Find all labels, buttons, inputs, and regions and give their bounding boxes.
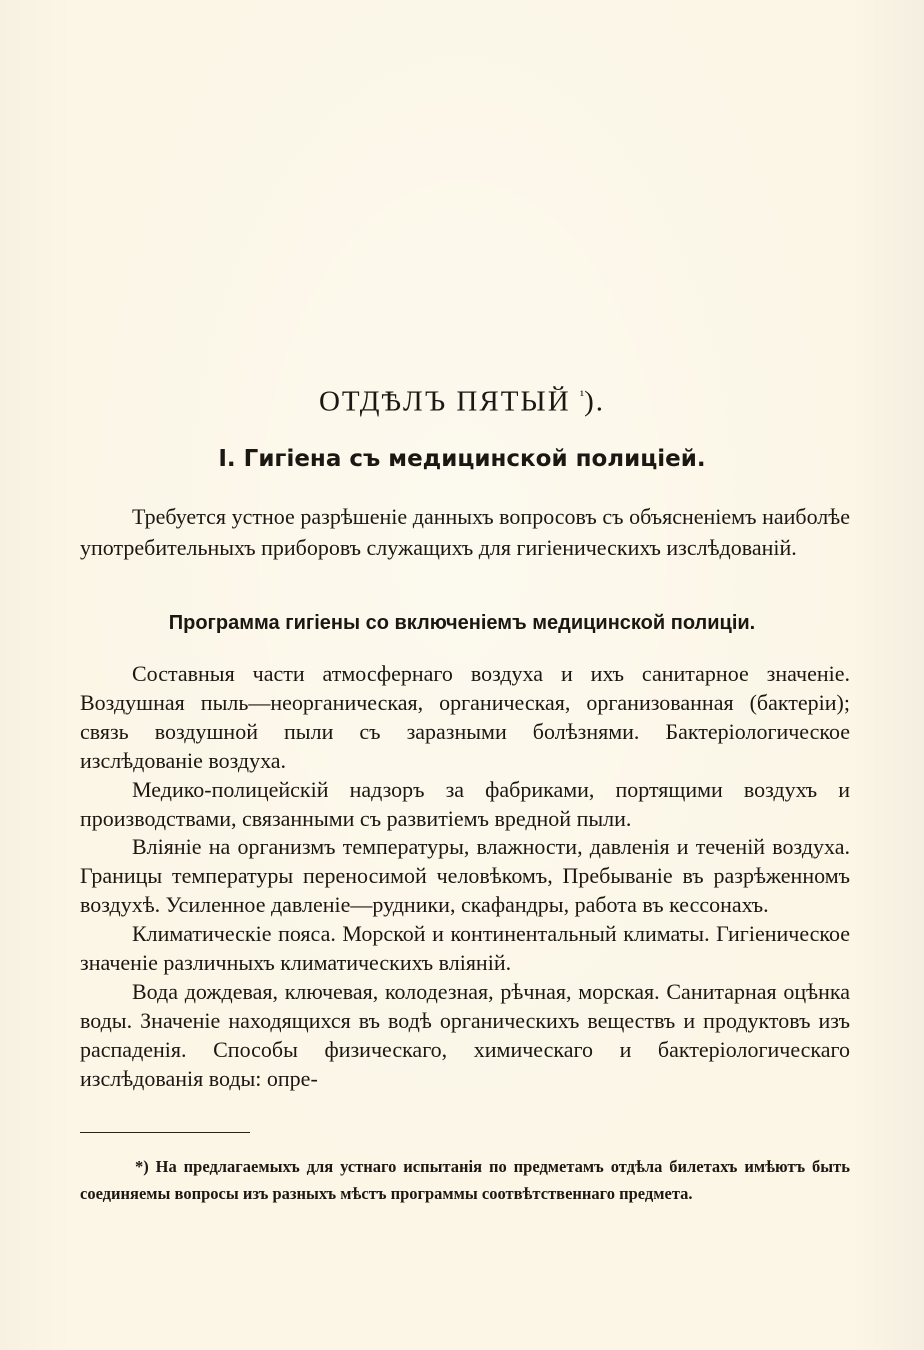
footnote-divider <box>80 1132 250 1133</box>
body-paragraph: Влiянiе на организмъ температуры, влажности, давленiя и теченiй воздуха. Границы температуры переносимой человѣкомъ, Пребыванiе въ разрѣженномъ воздухѣ. Усиленное давленiе—рудники, скафандры, работа въ кессонахъ. <box>80 834 850 918</box>
body-paragraph: Вода дождевая, ключевая, колодезная, рѣчная, морская. Санитарная оцѣнка воды. Значенiе находящихся въ водѣ органическихъ веществъ и продуктовъ изъ распаденiя. Способы физическаго, химическаго и бактерiологическаго изслѣдованiя воды: опре- <box>80 978 850 1091</box>
program-body <box>80 660 850 1094</box>
body-paragraph: Климатическiе пояса. Морской и континентальный климаты. Гигiеническое значенiе различныхъ климатическихъ влiянiй. <box>80 921 850 976</box>
intro-paragraph: Требуется устное разрѣшенiе данныхъ вопросовъ съ объясненiемъ наиболѣе употребительныхъ приборовъ служащихъ для гигiеническихъ изслѣдованiй. <box>80 504 850 560</box>
section-title-close: ). <box>584 385 606 418</box>
chapter-title: I. Гигiена съ медицинской полицiей. <box>218 446 706 472</box>
footnote: *) На предлагаемыхъ для устнаго испытанiя по предметамъ отдѣла билетахъ имѣютъ быть соединяемы вопросы изъ разныхъ мѣстъ программы соотвѣтственнаго предмета. <box>80 1157 850 1203</box>
section-title <box>0 377 924 422</box>
program-title: Программа гигiены со включенiемъ медицинской полицiи. <box>168 612 756 634</box>
section-title-text: ОТДѢЛЪ ПЯТЫЙ <box>318 385 571 418</box>
footnote-marker: ¹ <box>579 389 585 404</box>
body-paragraph: Медико-полицейскiй надзоръ за фабриками, портящими воздухъ и производствами, связанными съ развитiемъ вредной пыли. <box>80 776 850 831</box>
body-paragraph: Составныя части атмосфернаго воздуха и ихъ санитарное значенiе. Воздушная пыль—неорганическая, органическая, организованная (бактерiи); связь воздушной пыли съ заразными болѣзнями. Бактерiологическое изслѣдованiе воздуха. <box>80 661 850 773</box>
